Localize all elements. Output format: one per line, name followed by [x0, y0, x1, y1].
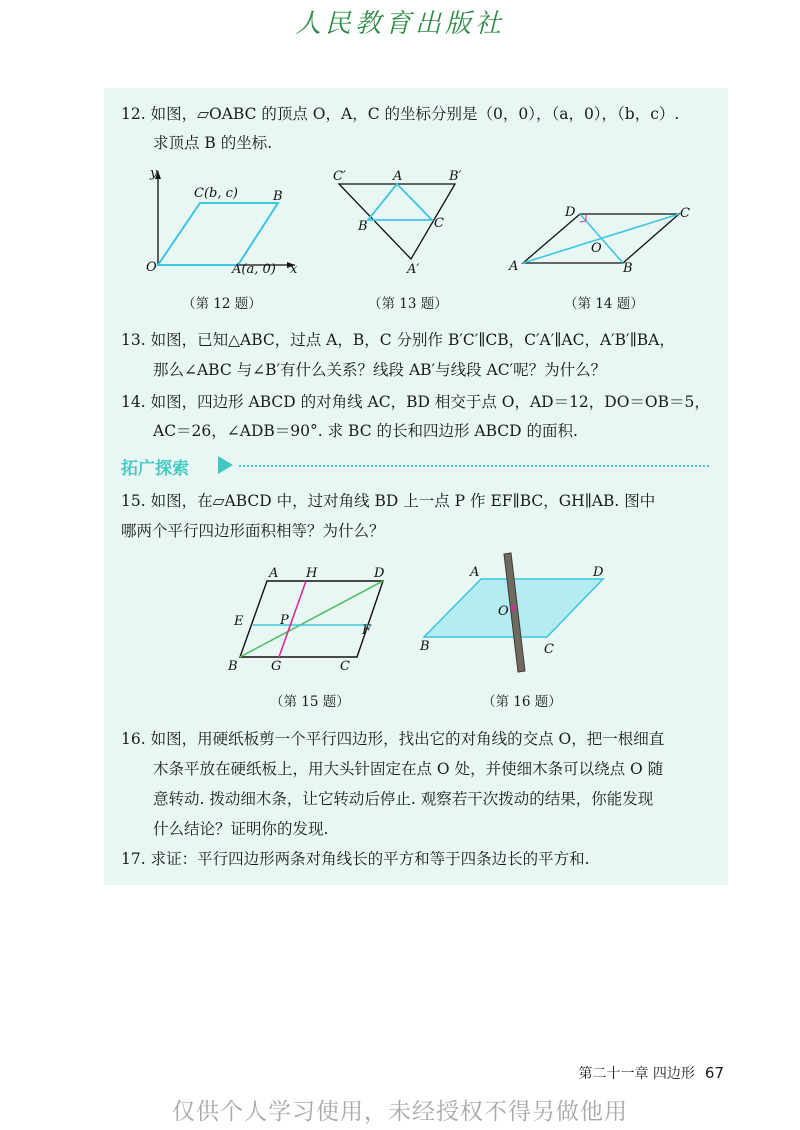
- fig14-label-c: C: [680, 206, 690, 221]
- fig14-label-a: A: [509, 259, 519, 274]
- fig16-label-b: B: [420, 639, 430, 654]
- page-footer: [578, 1063, 724, 1083]
- figure-15-caption: （第 15 题）: [270, 694, 350, 710]
- fig15-label-g: G: [271, 659, 282, 672]
- fig15-label-c: C: [340, 659, 350, 672]
- fig13-label-b-prime: B′: [449, 169, 462, 184]
- svg-text:人民教育出版社: 人民教育出版社: [294, 9, 506, 39]
- publisher-logo-calligraphy: [285, 6, 515, 40]
- usage-watermark: 仅供个人学习使用，未经授权不得另做他用: [172, 1099, 628, 1125]
- figure-15-parallelogram: [225, 562, 400, 672]
- fig13-label-a: A: [393, 169, 403, 184]
- problem-13-line-1: 13. 如图，已知△ABC，过点 A，B，C 分别作 B′C′∥CB，C′A′∥AC，A′B′∥BA，: [121, 331, 675, 349]
- fig14-label-d: D: [565, 205, 576, 220]
- fig15-label-d: D: [374, 566, 385, 581]
- fig12-label-x: x: [290, 262, 298, 277]
- section-header-extension: [121, 454, 711, 478]
- problem-13-line-2: 那么∠ABC 与∠B′有什么关系？线段 AB′与线段 AC′呢？为什么？: [153, 361, 607, 379]
- problem-14-line-2: AC＝26，∠ADB＝90°. 求 BC 的长和四边形 ABCD 的面积.: [153, 422, 578, 440]
- figure-13-caption: （第 13 题）: [368, 296, 448, 312]
- fig15-label-b: B: [228, 659, 238, 672]
- fig16-label-c: C: [544, 642, 554, 657]
- problem-12-line-2: 求顶点 B 的坐标.: [153, 134, 273, 152]
- publisher-logo: [0, 6, 800, 44]
- problem-14-line-1: 14. 如图，四边形 ABCD 的对角线 AC，BD 相交于点 O，AD＝12，DO＝OB＝5，: [121, 393, 710, 411]
- fig12-label-a: A(a, 0): [232, 262, 276, 277]
- fig15-label-e: E: [234, 614, 244, 629]
- figure-13-triangles: [325, 165, 465, 280]
- figure-14-quadrilateral: [505, 200, 700, 280]
- problem-16-line-4: 什么结论？证明你的发现.: [153, 820, 329, 838]
- problem-16-line-1: 16. 如图，用硬纸板剪一个平行四边形，找出它的对角线的交点 O，把一根细直: [121, 730, 665, 748]
- fig13-label-b: B: [358, 219, 368, 234]
- fig15-label-f: F: [362, 623, 372, 638]
- section-arrow-icon: [218, 456, 233, 474]
- problem-17-line-1: 17. 求证：平行四边形两条对角线长的平方和等于四条边长的平方和.: [121, 850, 590, 868]
- fig15-label-a: A: [269, 566, 279, 581]
- problem-15-line-2: 哪两个平行四边形面积相等？为什么？: [121, 522, 385, 540]
- fig12-label-b: B: [273, 189, 283, 204]
- fig14-label-b: B: [623, 261, 633, 276]
- fig14-label-o: O: [591, 241, 602, 256]
- fig13-label-c: C: [434, 216, 444, 231]
- problem-16-line-3: 意转动. 拨动细木条，让它转动后停止. 观察若干次拨动的结果，你能发现: [153, 790, 654, 808]
- fig16-label-a: A: [470, 565, 480, 580]
- section-title: 拓广探索: [121, 459, 189, 479]
- fig13-label-a-prime: A′: [407, 262, 420, 277]
- fig16-label-o: O: [498, 604, 509, 619]
- figure-14-caption: （第 14 题）: [564, 296, 644, 312]
- page-number: 67: [704, 1064, 724, 1082]
- fig12-label-o: O: [146, 260, 157, 275]
- figure-12-caption: （第 12 题）: [182, 296, 262, 312]
- figure-16-parallelogram-with-strip: [410, 550, 615, 678]
- footer-chapter: 第二十一章 四边形: [578, 1066, 695, 1082]
- figure-16-caption: （第 16 题）: [482, 694, 562, 710]
- fig12-label-c: C(b, c): [194, 186, 238, 201]
- figure-12-coordinate-parallelogram: [140, 165, 320, 285]
- fig13-label-c-prime: C′: [333, 169, 346, 184]
- problem-12-line-1: 12. 如图，▱OABC 的顶点 O，A，C 的坐标分别是（0，0），（a，0），（b，c）.: [121, 105, 680, 123]
- problem-16-line-2: 木条平放在硬纸板上，用大头针固定在点 O 处，并使细木条可以绕点 O 随: [153, 760, 664, 778]
- fig16-label-d: D: [593, 565, 604, 580]
- fig12-label-y: y: [150, 166, 158, 181]
- section-dotted-rule: [239, 465, 709, 467]
- fig15-label-p: P: [280, 613, 289, 628]
- fig15-label-h: H: [306, 566, 318, 581]
- problem-15-line-1: 15. 如图，在▱ABCD 中，过对角线 BD 上一点 P 作 EF∥BC，GH∥AB. 图中: [121, 492, 656, 510]
